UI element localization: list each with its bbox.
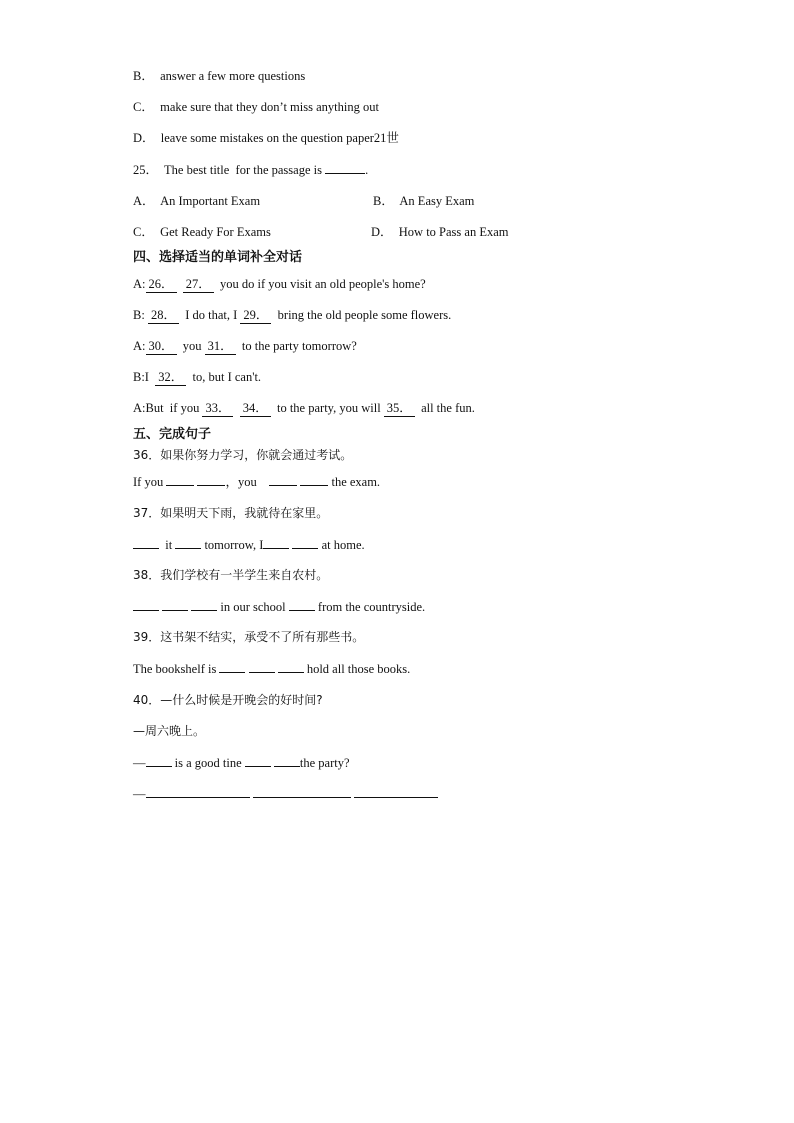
answer-blank[interactable]: [133, 598, 159, 611]
q37-english: it tomorrow, I at home.: [133, 536, 365, 553]
answer-blank[interactable]: [249, 660, 275, 673]
q24-option-d: D． leave some mistakes on the question paper21世: [133, 131, 399, 145]
q25-stem: 25． The best title for the passage is .: [133, 163, 369, 177]
q40-english-answer: —: [133, 785, 438, 802]
blank-29[interactable]: 29．: [240, 307, 271, 324]
q36-english: If you ，you the exam.: [133, 475, 381, 489]
q40-chinese-answer: —周六晚上。: [133, 724, 206, 738]
section5-heading: 五、完成句子: [133, 427, 212, 442]
answer-blank[interactable]: [325, 161, 365, 174]
blank-32[interactable]: 32．: [155, 369, 186, 386]
q39-english: The bookshelf is hold all those books.: [133, 662, 411, 676]
answer-blank[interactable]: [278, 660, 304, 673]
q37-chinese: 37．如果明天下雨，我就待在家里。: [133, 506, 329, 520]
answer-blank[interactable]: [191, 598, 217, 611]
dialogue-line-1: A: 26． 27． you do if you visit an old people's home?: [133, 277, 426, 291]
dialogue-line-3: A: 30． you 31． to the party tomorrow?: [133, 339, 357, 353]
dialogue-line-4: B:I 32． to, but I can't.: [133, 370, 262, 384]
answer-blank[interactable]: [354, 785, 438, 798]
dialogue-line-5: A:But if you 33． 34． to the party, you will 35． all the fun.: [133, 401, 475, 415]
answer-blank[interactable]: [289, 598, 315, 611]
answer-blank[interactable]: [269, 473, 297, 486]
section4-heading: 四、选择适当的单词补全对话: [133, 250, 303, 265]
answer-blank[interactable]: [292, 536, 318, 549]
answer-blank[interactable]: [274, 754, 300, 767]
q38-english: in our school from the countryside.: [133, 598, 425, 615]
blank-33[interactable]: 33．: [202, 400, 233, 417]
answer-blank[interactable]: [146, 785, 250, 798]
answer-blank[interactable]: [133, 536, 159, 549]
q40-chinese: 40．—什么时候是开晚会的好时间?: [133, 693, 323, 707]
answer-blank[interactable]: [219, 660, 245, 673]
q36-chinese: 36．如果你努力学习，你就会通过考试。: [133, 448, 353, 462]
q25-option-b: B． An Easy Exam: [373, 194, 475, 208]
answer-blank[interactable]: [146, 754, 172, 767]
answer-blank[interactable]: [166, 473, 194, 486]
q39-chinese: 39．这书架不结实，承受不了所有那些书。: [133, 630, 365, 644]
answer-blank[interactable]: [162, 598, 188, 611]
blank-27[interactable]: 27．: [183, 276, 214, 293]
blank-34[interactable]: 34．: [240, 400, 271, 417]
q25-option-c: C． Get Ready For Exams: [133, 225, 271, 239]
blank-30[interactable]: 30．: [146, 338, 177, 355]
blank-35[interactable]: 35．: [384, 400, 415, 417]
blank-28[interactable]: 28．: [148, 307, 179, 324]
q25-option-d: D． How to Pass an Exam: [371, 225, 509, 239]
answer-blank[interactable]: [253, 785, 351, 798]
blank-31[interactable]: 31．: [205, 338, 236, 355]
q40-english: — is a good tine the party?: [133, 756, 350, 770]
blank-26[interactable]: 26．: [146, 276, 177, 293]
answer-blank[interactable]: [263, 536, 289, 549]
q25-option-a: A． An Important Exam: [133, 194, 261, 208]
dialogue-line-2: B: 28． I do that, I 29． bring the old people some flowers.: [133, 308, 452, 322]
q24-option-b: B． answer a few more questions: [133, 69, 306, 83]
q24-option-c: C． make sure that they don’t miss anything out: [133, 100, 379, 114]
answer-blank[interactable]: [175, 536, 201, 549]
q38-chinese: 38．我们学校有一半学生来自农村。: [133, 568, 329, 582]
answer-blank[interactable]: [245, 754, 271, 767]
answer-blank[interactable]: [197, 473, 225, 486]
answer-blank[interactable]: [300, 473, 328, 486]
